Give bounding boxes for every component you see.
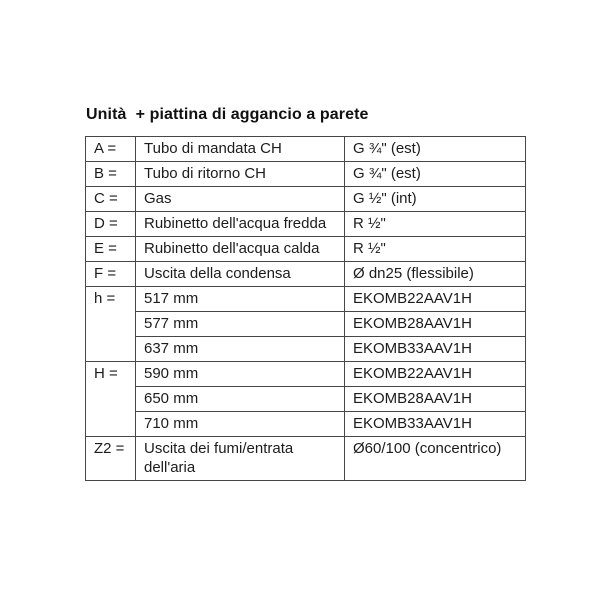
description-cell: 517 mm: [136, 287, 345, 312]
table-row: [86, 162, 526, 187]
value-cell: Ø dn25 (flessibile): [345, 262, 526, 287]
table-row: [86, 437, 526, 481]
table-row: [86, 312, 526, 337]
spec-table-body: [86, 137, 526, 481]
description-cell: Rubinetto dell'acqua fredda: [136, 212, 345, 237]
description-cell: 650 mm: [136, 387, 345, 412]
value-cell: EKOMB33AAV1H: [345, 412, 526, 437]
key-cell: F =: [86, 262, 136, 287]
value-cell: G ¾" (est): [345, 137, 526, 162]
value-cell: EKOMB22AAV1H: [345, 362, 526, 387]
value-cell: G ¾" (est): [345, 162, 526, 187]
description-cell: Uscita dei fumi/entrata dell'aria: [136, 437, 345, 481]
key-cell: H =: [86, 362, 136, 437]
spec-table: [85, 136, 526, 481]
table-row: [86, 212, 526, 237]
key-cell: C =: [86, 187, 136, 212]
table-row: [86, 137, 526, 162]
table-row: [86, 262, 526, 287]
description-cell: Rubinetto dell'acqua calda: [136, 237, 345, 262]
value-cell: EKOMB28AAV1H: [345, 387, 526, 412]
table-row: [86, 237, 526, 262]
key-cell: h =: [86, 287, 136, 362]
description-cell: Tubo di ritorno CH: [136, 162, 345, 187]
table-row: [86, 187, 526, 212]
description-cell: 577 mm: [136, 312, 345, 337]
table-row: [86, 412, 526, 437]
table-row: [86, 287, 526, 312]
key-cell: D =: [86, 212, 136, 237]
value-cell: R ½": [345, 237, 526, 262]
value-cell: EKOMB28AAV1H: [345, 312, 526, 337]
table-row: [86, 362, 526, 387]
table-row: [86, 337, 526, 362]
description-cell: 637 mm: [136, 337, 345, 362]
description-cell: 710 mm: [136, 412, 345, 437]
value-cell: Ø60/100 (concentrico): [345, 437, 526, 481]
table-row: [86, 387, 526, 412]
description-cell: Gas: [136, 187, 345, 212]
key-cell: Z2 =: [86, 437, 136, 481]
description-cell: Uscita della condensa: [136, 262, 345, 287]
page-title: Unità + piattina di aggancio a parete: [86, 106, 369, 123]
key-cell: A =: [86, 137, 136, 162]
description-cell: 590 mm: [136, 362, 345, 387]
description-cell: Tubo di mandata CH: [136, 137, 345, 162]
spec-section: [85, 106, 527, 481]
key-cell: B =: [86, 162, 136, 187]
value-cell: EKOMB33AAV1H: [345, 337, 526, 362]
value-cell: EKOMB22AAV1H: [345, 287, 526, 312]
key-cell: E =: [86, 237, 136, 262]
value-cell: R ½": [345, 212, 526, 237]
value-cell: G ½" (int): [345, 187, 526, 212]
